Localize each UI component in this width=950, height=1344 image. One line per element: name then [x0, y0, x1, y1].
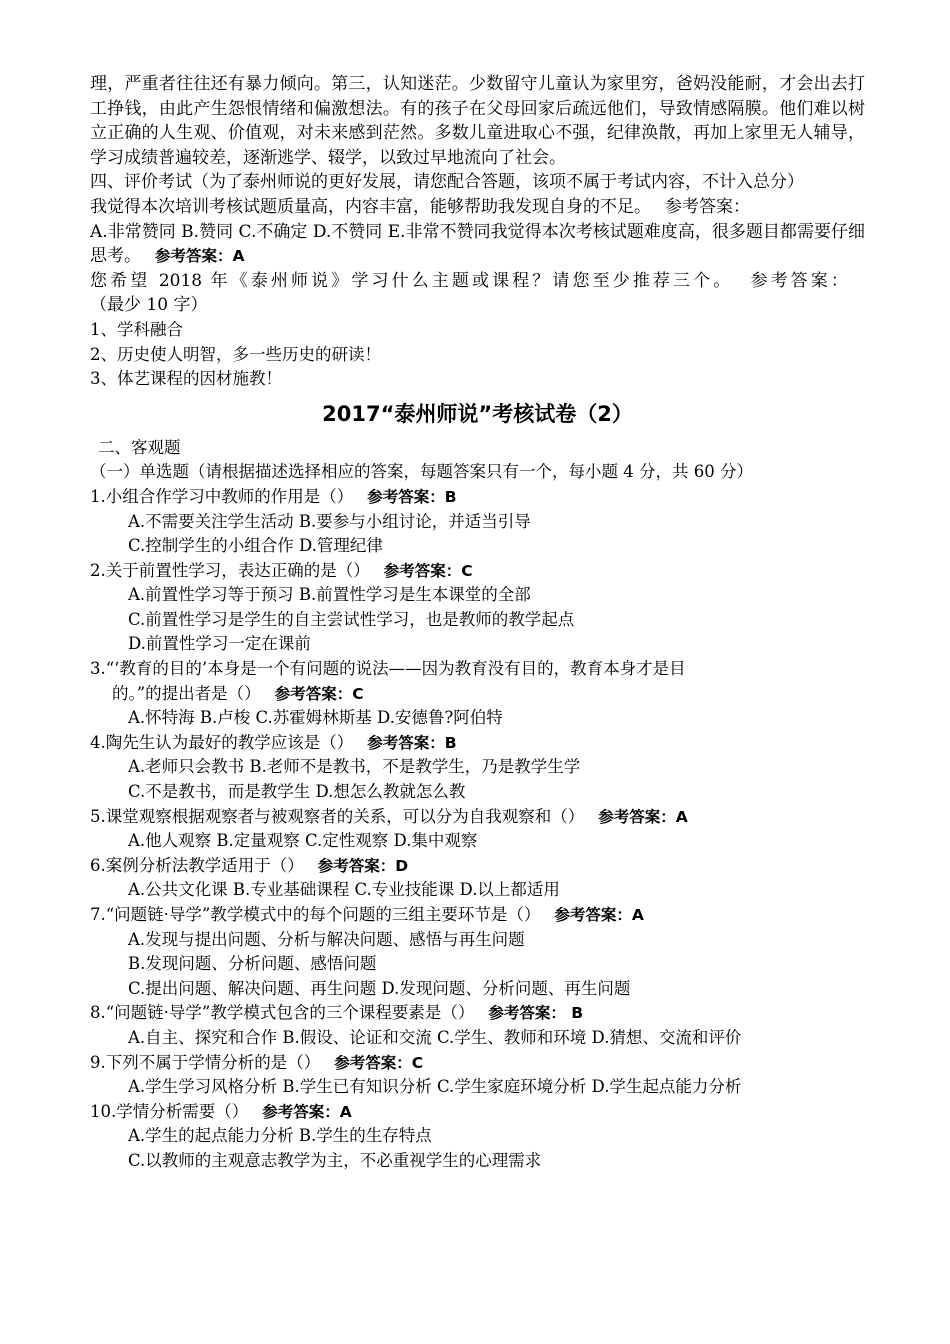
recommendation-item: 1、学科融合	[90, 319, 183, 339]
question-options: C.控制学生的小组合作 D.管理纪律	[128, 536, 383, 556]
question-list	[90, 485, 865, 1174]
question-text: 6.案例分析法教学适用于（）	[90, 855, 304, 875]
question-options: C.以教师的主观意志教学为主，不必重视学生的心理需求	[128, 1150, 542, 1170]
question-answer: 参考答案：C	[334, 1053, 424, 1072]
question-text: 9.下列不属于学情分析的是（）	[90, 1052, 321, 1072]
question-text: 10.学情分析需要（）	[90, 1101, 249, 1121]
question-9	[90, 1051, 865, 1076]
question-options: A.不需要关注学生活动 B.要参与小组讨论，并适当引导	[128, 511, 531, 531]
question-options: C.不是教书，而是教学生 D.想怎么教就怎么教	[128, 782, 466, 802]
question-options: A.学生的起点能力分析 B.学生的生存特点	[128, 1126, 432, 1146]
eval-options-text: A.非常赞同 B.赞同 C.不确定 D.不赞同 E.非常不赞同我觉得本次考核试题难度高，很多题目都需要仔细思考。	[90, 221, 865, 267]
question-text: 3.“‘教育的目的’本身是一个有问题的说法——因为教育没有目的，教育本身才是目	[90, 659, 686, 679]
question-3	[90, 657, 865, 682]
question-options: A.发现与提出问题、分析与解决问题、感悟与再生问题	[128, 929, 525, 949]
question-options: A.自主、探究和合作 B.假设、论证和交流 C.学生、教师和环境 D.猜想、交流和评价	[128, 1027, 742, 1047]
question-answer: 参考答案：B	[367, 733, 457, 752]
question-options: A.公共文化课 B.专业基础课程 C.专业技能课 D.以上都适用	[128, 880, 560, 900]
eval-question-1-options	[90, 220, 865, 269]
question-options: D.前置性学习一定在课前	[128, 634, 311, 654]
question-options: A.他人观察 B.定量观察 C.定性观察 D.集中观察	[128, 831, 478, 851]
question-options: A.怀特海 B.卢梭 C.苏霍姆林斯基 D.安德鲁?阿伯特	[128, 708, 503, 728]
question-text: 1.小组合作学习中教师的作用是（）	[90, 486, 354, 506]
exam-section-heading: 二、客观题	[98, 437, 181, 457]
recommendation-item: 2、历史使人明智，多一些历史的研读！	[90, 344, 381, 364]
intro-paragraph: 理，严重者往往还有暴力倾向。第三，认知迷茫。少数留守儿童认为家里穷，爸妈没能耐，才会出去打工挣钱，由此产生怨恨情绪和偏激想法。有的孩子在父母回家后疏远他们，导致情感隔膜。他们难以树立正确的人生观、价值观，对未来感到茫然。多数儿童进取心不强，纪律涣散，再加上家里无人辅导，学习成绩普遍较差，逐渐逃学、辍学，以致过早地流向了社会。	[90, 74, 865, 168]
question-text: 2.关于前置性学习，表达正确的是（）	[90, 560, 370, 580]
eval-options-answer: 参考答案：A	[155, 247, 245, 266]
section4-heading: 四、评价考试（为了泰州师说的更好发展，请您配合答题，该项不属于考试内容，不计入总分）	[90, 172, 804, 193]
question-5	[90, 805, 865, 830]
question-text: 8.“问题链·导学”教学模式包含的三个课程要素是（）	[90, 1003, 475, 1023]
question-6	[90, 854, 865, 879]
question-answer: 参考答案：B	[367, 487, 457, 506]
question-answer: 参考答案：A	[554, 906, 644, 924]
eval-question-1-answer: 参考答案：	[665, 196, 750, 217]
eval-question-2-answer: 参考答案：	[747, 270, 851, 291]
question-options: C.前置性学习是学生的自主尝试性学习，也是教师的教学起点	[128, 609, 575, 629]
question-1	[90, 485, 865, 510]
question-answer: 参考答案： B	[488, 1004, 584, 1023]
question-options: A.学生学习风格分析 B.学生已有知识分析 C.学生家庭环境分析 D.学生起点能力分析	[128, 1077, 742, 1097]
question-options: C.提出问题、解决问题、再生问题 D.发现问题、分析问题、再生问题	[128, 978, 631, 998]
question-2	[90, 559, 865, 584]
question-answer: 参考答案：C	[274, 684, 364, 703]
eval-question-1	[90, 195, 865, 220]
question-text: 4.陶先生认为最好的教学应该是（）	[90, 732, 354, 752]
document-page	[90, 72, 865, 1174]
question-answer: 参考答案：C	[383, 561, 473, 580]
eval-question-2-text: 您希望 2018 年《泰州师说》学习什么主题或课程？请您至少推荐三个。	[90, 270, 734, 291]
exam-instruction: （一）单选题（请根据描述选择相应的答案，每题答案只有一个，每小题 4 分，共 60 分）	[90, 462, 753, 482]
question-answer: 参考答案：A	[262, 1102, 352, 1121]
exam-title: 2017“泰州师说”考核试卷（2）	[322, 401, 633, 426]
question-text: 5.课堂观察根据观察者与被观察者的关系，可以分为自我观察和（）	[90, 806, 585, 826]
question-options: B.发现问题、分析问题、感悟问题	[128, 954, 377, 974]
recommendation-item: 3、体艺课程的因材施教！	[90, 369, 282, 389]
question-7	[90, 903, 865, 928]
question-answer: 参考答案：A	[598, 807, 688, 826]
question-text: 的。”的提出者是（）	[112, 683, 261, 703]
question-text-continued	[90, 682, 865, 707]
question-answer: 参考答案：D	[317, 856, 409, 875]
eval-question-1-text: 我觉得本次培训考核试题质量高，内容丰富，能够帮助我发现自身的不足。	[90, 196, 651, 217]
question-8	[90, 1001, 865, 1026]
eval-question-2-note: （最少 10 字）	[90, 295, 208, 316]
eval-question-2	[90, 269, 865, 318]
question-options: A.老师只会教书 B.老师不是教书，不是教学生，乃是教学生学	[128, 757, 581, 777]
question-options: A.前置性学习等于预习 B.前置性学习是生本课堂的全部	[128, 585, 531, 605]
question-text: 7.“问题链·导学”教学模式中的每个问题的三组主要环节是（）	[90, 905, 541, 924]
question-4	[90, 731, 865, 756]
question-10	[90, 1100, 865, 1125]
